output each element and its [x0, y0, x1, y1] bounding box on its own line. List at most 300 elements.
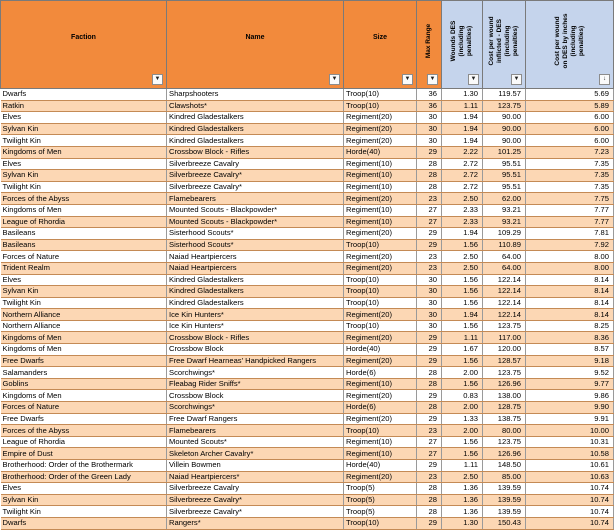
name-cell[interactable]: Silverbreeze Cavalry	[167, 483, 344, 495]
cost-per-inch-cell[interactable]: 9.52	[526, 367, 614, 379]
faction-cell[interactable]: Sylvan Kin	[1, 286, 167, 298]
cost-per-inch-cell[interactable]: 10.74	[526, 483, 614, 495]
cost-per-wound-header-line: (including	[504, 25, 511, 57]
table-row	[1, 517, 614, 529]
max-range-cell[interactable]: 30	[417, 297, 442, 309]
cost-per-wound-cell[interactable]: 109.29	[483, 228, 526, 240]
max-range-cell[interactable]: 27	[417, 204, 442, 216]
faction-cell[interactable]: Elves	[1, 483, 167, 495]
max-range-cell[interactable]: 28	[417, 483, 442, 495]
wounds-cell[interactable]: 2.50	[442, 251, 483, 263]
table-row	[1, 309, 614, 321]
wounds-filter-button[interactable]	[468, 74, 479, 85]
faction-cell[interactable]: League of Rhordia	[1, 436, 167, 448]
cost-per-inch-cell[interactable]: 5.89	[526, 100, 614, 112]
size-cell[interactable]: Regiment(10)	[344, 378, 417, 390]
cost-per-wound-cell[interactable]: 90.00	[483, 135, 526, 147]
size-cell[interactable]: Regiment(10)	[344, 216, 417, 228]
max-range-cell[interactable]: 29	[417, 390, 442, 402]
max-range-cell[interactable]: 23	[417, 251, 442, 263]
max-range-cell[interactable]: 23	[417, 262, 442, 274]
name-cell[interactable]: Flamebearers	[167, 193, 344, 205]
cost-per-wound-cell[interactable]: 123.75	[483, 436, 526, 448]
cost-per-wound-cell[interactable]: 117.00	[483, 332, 526, 344]
faction-cell[interactable]: Twilight Kin	[1, 135, 167, 147]
cost-per-inch-cell[interactable]: 7.75	[526, 193, 614, 205]
wounds-cell[interactable]: 1.67	[442, 344, 483, 356]
faction-cell[interactable]: Dwarfs	[1, 89, 167, 101]
size-cell[interactable]: Regiment(20)	[344, 123, 417, 135]
cost-per-wound-cell[interactable]: 128.75	[483, 402, 526, 414]
wounds-cell[interactable]: 2.22	[442, 146, 483, 158]
cost-per-wound-cell[interactable]: 122.14	[483, 286, 526, 298]
size-cell[interactable]: Regiment(20)	[344, 413, 417, 425]
faction-cell[interactable]: Sylvan Kin	[1, 123, 167, 135]
cost-per-wound-cell[interactable]: 122.14	[483, 297, 526, 309]
size-cell[interactable]: Regiment(20)	[344, 112, 417, 124]
wounds-cell[interactable]: 0.83	[442, 390, 483, 402]
faction-cell[interactable]: Empire of Dust	[1, 448, 167, 460]
size-cell[interactable]: Regiment(10)	[344, 181, 417, 193]
max-range-cell[interactable]: 28	[417, 170, 442, 182]
cost-per-inch-cell[interactable]: 8.25	[526, 320, 614, 332]
size-cell[interactable]: Regiment(20)	[344, 309, 417, 321]
cost-per-inch-cell[interactable]: 7.77	[526, 204, 614, 216]
cost-per-inch-cell[interactable]: 7.35	[526, 170, 614, 182]
size-cell[interactable]: Horde(40)	[344, 146, 417, 158]
cost-per-wound-cell[interactable]: 95.51	[483, 170, 526, 182]
max-range-cell[interactable]: 29	[417, 517, 442, 529]
name-cell[interactable]: Clawshots*	[167, 100, 344, 112]
dropdown-arrow-icon: ▼	[331, 76, 338, 82]
faction-cell[interactable]: Ratkin	[1, 100, 167, 112]
cost-per-wound-cell[interactable]: 85.00	[483, 471, 526, 483]
wounds-cell[interactable]: 1.56	[442, 286, 483, 298]
table-row	[1, 158, 614, 170]
max-range-cell[interactable]: 28	[417, 494, 442, 506]
faction-cell[interactable]: Twilight Kin	[1, 181, 167, 193]
name-cell[interactable]: Sharpshooters	[167, 89, 344, 101]
cost-per-inch-cell[interactable]: 9.91	[526, 413, 614, 425]
size-header	[344, 1, 417, 89]
name-header	[167, 1, 344, 89]
cost-per-inch-cell[interactable]: 9.18	[526, 355, 614, 367]
max-range-cell[interactable]: 27	[417, 216, 442, 228]
cost-per-inch-cell[interactable]: 7.23	[526, 146, 614, 158]
cost-per-inch-cell[interactable]: 7.77	[526, 216, 614, 228]
name-cell[interactable]: Kindred Gladestalkers	[167, 274, 344, 286]
cost-per-wound-cell[interactable]: 123.75	[483, 367, 526, 379]
cost-per-inch-cell[interactable]: 10.74	[526, 494, 614, 506]
faction-cell[interactable]: Basileans	[1, 239, 167, 251]
wounds-cell[interactable]: 1.36	[442, 483, 483, 495]
cost-per-inch-header-line: Cost per wound	[553, 16, 561, 66]
cost-per-inch-cell[interactable]: 10.31	[526, 436, 614, 448]
size-cell[interactable]: Regiment(10)	[344, 170, 417, 182]
table-body	[1, 89, 614, 530]
faction-cell[interactable]: Forces of Nature	[1, 251, 167, 263]
max-range-filter-button[interactable]	[427, 74, 438, 85]
faction-cell[interactable]: Brotherhood: Order of the Brothermark	[1, 460, 167, 472]
size-cell[interactable]: Horde(40)	[344, 460, 417, 472]
faction-cell[interactable]: Forces of Nature	[1, 402, 167, 414]
faction-cell[interactable]: Salamanders	[1, 367, 167, 379]
wounds-cell[interactable]: 1.36	[442, 494, 483, 506]
name-cell[interactable]: Kindred Gladestalkers	[167, 123, 344, 135]
name-cell[interactable]: Kindred Gladestalkers	[167, 286, 344, 298]
cost-per-wound-cell[interactable]: 122.14	[483, 274, 526, 286]
cost-per-inch-cell[interactable]: 6.00	[526, 112, 614, 124]
table-row	[1, 123, 614, 135]
cost-per-wound-cell[interactable]: 95.51	[483, 181, 526, 193]
size-cell[interactable]: Regiment(20)	[344, 193, 417, 205]
name-cell[interactable]: Silverbreeze Cavalry*	[167, 506, 344, 518]
wounds-cell[interactable]: 2.72	[442, 158, 483, 170]
size-cell[interactable]: Regiment(20)	[344, 390, 417, 402]
max-range-cell[interactable]: 28	[417, 181, 442, 193]
name-cell[interactable]: Ice Kin Hunters*	[167, 320, 344, 332]
name-filter-button[interactable]	[329, 74, 340, 85]
cost-per-inch-cell[interactable]: 9.90	[526, 402, 614, 414]
table-row	[1, 112, 614, 124]
faction-cell[interactable]: Kingdoms of Men	[1, 204, 167, 216]
size-cell[interactable]: Troop(10)	[344, 100, 417, 112]
cost-per-inch-cell[interactable]: 10.61	[526, 460, 614, 472]
max-range-cell[interactable]: 36	[417, 100, 442, 112]
cost-per-inch-cell[interactable]: 8.36	[526, 332, 614, 344]
name-cell[interactable]: Naiad Heartpiercers*	[167, 471, 344, 483]
faction-cell[interactable]: Twilight Kin	[1, 506, 167, 518]
name-cell[interactable]: Naiad Heartpiercers	[167, 262, 344, 274]
name-cell[interactable]: Scorchwings*	[167, 367, 344, 379]
max-range-cell[interactable]: 30	[417, 286, 442, 298]
faction-cell[interactable]: Twilight Kin	[1, 297, 167, 309]
max-range-cell[interactable]: 29	[417, 332, 442, 344]
size-cell[interactable]: Regiment(10)	[344, 158, 417, 170]
name-cell[interactable]: Rangers*	[167, 517, 344, 529]
faction-cell[interactable]: Forces of the Abyss	[1, 425, 167, 437]
name-cell[interactable]: Mounted Scouts - Blackpowder*	[167, 204, 344, 216]
size-cell[interactable]: Horde(6)	[344, 402, 417, 414]
cost-per-wound-cell[interactable]: 64.00	[483, 251, 526, 263]
faction-cell[interactable]: Free Dwarfs	[1, 413, 167, 425]
table-row	[1, 494, 614, 506]
cost-per-inch-cell[interactable]: 8.57	[526, 344, 614, 356]
cost-per-inch-cell[interactable]: 7.35	[526, 181, 614, 193]
cost-per-wound-cell[interactable]: 119.57	[483, 89, 526, 101]
table-row	[1, 181, 614, 193]
wounds-cell[interactable]: 2.00	[442, 367, 483, 379]
table-row	[1, 146, 614, 158]
table-row	[1, 448, 614, 460]
cost-per-inch-cell[interactable]: 5.69	[526, 89, 614, 101]
cost-per-wound-cell[interactable]: 93.21	[483, 204, 526, 216]
name-cell[interactable]: Mounted Scouts*	[167, 436, 344, 448]
max-range-cell[interactable]: 30	[417, 123, 442, 135]
cost-per-wound-cell[interactable]: 62.00	[483, 193, 526, 205]
cost-per-inch-header-line: (including	[569, 25, 577, 57]
faction-cell[interactable]: Northern Alliance	[1, 320, 167, 332]
cost-per-wound-cell[interactable]: 123.75	[483, 320, 526, 332]
size-cell[interactable]: Troop(10)	[344, 286, 417, 298]
name-cell[interactable]: Sisterhood Scouts*	[167, 239, 344, 251]
cost-per-inch-cell[interactable]: 6.00	[526, 135, 614, 147]
max-range-cell[interactable]: 30	[417, 320, 442, 332]
wounds-cell[interactable]: 1.94	[442, 135, 483, 147]
max-range-cell[interactable]: 30	[417, 309, 442, 321]
cost-per-wound-cell[interactable]: 126.96	[483, 378, 526, 390]
table-row	[1, 228, 614, 240]
max-range-cell[interactable]: 28	[417, 402, 442, 414]
wounds-cell[interactable]: 1.94	[442, 228, 483, 240]
cost-per-wound-cell[interactable]: 93.21	[483, 216, 526, 228]
max-range-cell[interactable]: 29	[417, 146, 442, 158]
size-filter-button[interactable]	[402, 74, 413, 85]
max-range-cell[interactable]: 29	[417, 355, 442, 367]
wounds-cell[interactable]: 1.11	[442, 332, 483, 344]
name-cell[interactable]: Silverbreeze Cavalry*	[167, 494, 344, 506]
cost-per-inch-cell[interactable]: 8.14	[526, 309, 614, 321]
name-cell[interactable]: Crossbow Block	[167, 390, 344, 402]
cost-per-wound-cell[interactable]: 128.57	[483, 355, 526, 367]
wounds-cell[interactable]: 1.11	[442, 100, 483, 112]
wounds-cell[interactable]: 1.56	[442, 297, 483, 309]
faction-cell[interactable]: Northern Alliance	[1, 309, 167, 321]
cost-per-inch-cell[interactable]: 7.81	[526, 228, 614, 240]
wounds-cell[interactable]: 2.00	[442, 425, 483, 437]
max-range-cell[interactable]: 30	[417, 274, 442, 286]
faction-cell[interactable]: Sylvan Kin	[1, 170, 167, 182]
wounds-cell[interactable]: 2.50	[442, 471, 483, 483]
size-cell[interactable]: Troop(10)	[344, 89, 417, 101]
cost-per-wound-cell[interactable]: 120.00	[483, 344, 526, 356]
size-cell[interactable]: Troop(10)	[344, 274, 417, 286]
table-row	[1, 390, 614, 402]
size-cell[interactable]: Regiment(20)	[344, 471, 417, 483]
wounds-cell[interactable]: 2.33	[442, 204, 483, 216]
size-cell[interactable]: Regiment(20)	[344, 135, 417, 147]
wounds-cell[interactable]: 1.11	[442, 460, 483, 472]
faction-cell[interactable]: Kingdoms of Men	[1, 146, 167, 158]
wounds-cell[interactable]: 2.50	[442, 262, 483, 274]
max-range-cell[interactable]: 28	[417, 506, 442, 518]
cost-per-inch-cell[interactable]: 6.00	[526, 123, 614, 135]
name-cell[interactable]: Fleabag Rider Sniffs*	[167, 378, 344, 390]
wounds-cell[interactable]: 2.50	[442, 193, 483, 205]
size-cell[interactable]: Troop(5)	[344, 483, 417, 495]
faction-cell[interactable]: League of Rhordia	[1, 216, 167, 228]
faction-cell[interactable]: Kingdoms of Men	[1, 344, 167, 356]
size-cell[interactable]: Horde(40)	[344, 344, 417, 356]
size-cell[interactable]: Regiment(10)	[344, 436, 417, 448]
table-row	[1, 436, 614, 448]
size-cell[interactable]: Troop(10)	[344, 517, 417, 529]
max-range-cell[interactable]: 30	[417, 135, 442, 147]
dropdown-arrow-icon: ▼	[429, 76, 436, 82]
name-cell[interactable]: Crossbow Block - Rifles	[167, 146, 344, 158]
cost-per-inch-cell[interactable]: 8.14	[526, 297, 614, 309]
wounds-cell[interactable]: 1.56	[442, 274, 483, 286]
faction-cell[interactable]: Forces of the Abyss	[1, 193, 167, 205]
wounds-cell[interactable]: 1.36	[442, 506, 483, 518]
name-cell[interactable]: Free Dwarf Rangers	[167, 413, 344, 425]
name-cell[interactable]: Scorchwings*	[167, 402, 344, 414]
max-range-cell[interactable]: 29	[417, 239, 442, 251]
cost-per-wound-cell[interactable]: 148.50	[483, 460, 526, 472]
cost-per-inch-cell[interactable]: 8.00	[526, 251, 614, 263]
faction-cell[interactable]: Elves	[1, 112, 167, 124]
size-cell[interactable]: Troop(5)	[344, 506, 417, 518]
cost-per-wound-cell[interactable]: 95.51	[483, 158, 526, 170]
max-range-cell[interactable]: 23	[417, 471, 442, 483]
cost-per-inch-cell[interactable]: 10.58	[526, 448, 614, 460]
wounds-cell[interactable]: 1.94	[442, 123, 483, 135]
cost-per-wound-cell[interactable]: 80.00	[483, 425, 526, 437]
wounds-cell[interactable]: 1.33	[442, 413, 483, 425]
wounds-header-line: (including	[458, 25, 465, 57]
cost-per-inch-cell[interactable]: 7.35	[526, 158, 614, 170]
faction-cell[interactable]: Kingdoms of Men	[1, 390, 167, 402]
cost-per-wound-cell[interactable]: 138.75	[483, 413, 526, 425]
cost-per-wound-cell[interactable]: 126.96	[483, 448, 526, 460]
size-cell[interactable]: Troop(5)	[344, 494, 417, 506]
size-cell[interactable]: Regiment(20)	[344, 251, 417, 263]
name-cell[interactable]: Naiad Heartpiercers	[167, 251, 344, 263]
size-cell[interactable]: Regiment(20)	[344, 228, 417, 240]
size-cell[interactable]: Regiment(20)	[344, 355, 417, 367]
max-range-cell[interactable]: 29	[417, 413, 442, 425]
cost-per-inch-cell[interactable]: 10.63	[526, 471, 614, 483]
max-range-cell[interactable]: 29	[417, 228, 442, 240]
name-cell[interactable]: Flamebearers	[167, 425, 344, 437]
wounds-cell[interactable]: 1.56	[442, 448, 483, 460]
name-cell[interactable]: Ice Kin Hunters*	[167, 309, 344, 321]
name-cell[interactable]: Villein Bowmen	[167, 460, 344, 472]
faction-cell[interactable]: Sylvan Kin	[1, 494, 167, 506]
cost-per-wound-filter-button[interactable]	[511, 74, 522, 85]
cost-per-inch-cell[interactable]: 9.86	[526, 390, 614, 402]
wounds-cell[interactable]: 1.56	[442, 239, 483, 251]
faction-cell[interactable]: Elves	[1, 158, 167, 170]
cost-per-inch-cell[interactable]: 8.14	[526, 274, 614, 286]
name-cell[interactable]: Mounted Scouts - Blackpowder*	[167, 216, 344, 228]
size-cell[interactable]: Troop(10)	[344, 425, 417, 437]
max-range-cell[interactable]: 29	[417, 460, 442, 472]
name-cell[interactable]: Free Dwarf Hearneas' Handpicked Rangers	[167, 355, 344, 367]
max-range-cell[interactable]: 36	[417, 89, 442, 101]
max-range-cell[interactable]: 23	[417, 193, 442, 205]
dropdown-arrow-icon: ▼	[513, 76, 520, 82]
cost-per-wound-cell[interactable]: 123.75	[483, 100, 526, 112]
name-cell[interactable]: Sisterhood Scouts*	[167, 228, 344, 240]
cost-per-inch-cell[interactable]: 10.74	[526, 517, 614, 529]
cost-per-wound-cell[interactable]: 139.59	[483, 483, 526, 495]
faction-cell[interactable]: Trident Realm	[1, 262, 167, 274]
name-cell[interactable]: Silverbreeze Cavalry*	[167, 170, 344, 182]
name-cell[interactable]: Crossbow Block	[167, 344, 344, 356]
size-cell[interactable]: Troop(10)	[344, 239, 417, 251]
wounds-cell[interactable]: 1.30	[442, 517, 483, 529]
max-range-cell[interactable]: 29	[417, 344, 442, 356]
table-row	[1, 100, 614, 112]
wounds-cell[interactable]: 2.72	[442, 181, 483, 193]
table-row	[1, 320, 614, 332]
wounds-cell[interactable]: 2.33	[442, 216, 483, 228]
faction-cell[interactable]: Goblins	[1, 378, 167, 390]
size-cell[interactable]: Regiment(10)	[344, 448, 417, 460]
faction-header-label: Faction	[71, 34, 96, 41]
faction-filter-button[interactable]	[152, 74, 163, 85]
cost-per-wound-cell[interactable]: 64.00	[483, 262, 526, 274]
faction-cell[interactable]: Basileans	[1, 228, 167, 240]
max-range-cell[interactable]: 28	[417, 367, 442, 379]
wounds-cell[interactable]: 1.56	[442, 355, 483, 367]
wounds-cell[interactable]: 1.56	[442, 320, 483, 332]
cost-per-inch-sort-filter-button[interactable]	[599, 74, 610, 85]
size-cell[interactable]: Regiment(20)	[344, 332, 417, 344]
cost-per-inch-cell[interactable]: 7.92	[526, 239, 614, 251]
faction-cell[interactable]: Kingdoms of Men	[1, 332, 167, 344]
name-cell[interactable]: Kindred Gladestalkers	[167, 297, 344, 309]
cost-per-inch-cell[interactable]: 8.14	[526, 286, 614, 298]
name-cell[interactable]: Silverbreeze Cavalry*	[167, 181, 344, 193]
wounds-cell[interactable]: 1.94	[442, 309, 483, 321]
faction-cell[interactable]: Brotherhood: Order of the Green Lady	[1, 471, 167, 483]
faction-cell[interactable]: Dwarfs	[1, 517, 167, 529]
cost-per-wound-cell[interactable]: 139.59	[483, 494, 526, 506]
max-range-cell[interactable]: 27	[417, 436, 442, 448]
cost-per-wound-cell[interactable]: 150.43	[483, 517, 526, 529]
max-range-cell[interactable]: 23	[417, 425, 442, 437]
cost-per-wound-cell[interactable]: 138.00	[483, 390, 526, 402]
wounds-cell[interactable]: 2.00	[442, 402, 483, 414]
cost-per-wound-cell[interactable]: 90.00	[483, 123, 526, 135]
name-cell[interactable]: Kindred Gladestalkers	[167, 112, 344, 124]
cost-per-wound-cell[interactable]: 101.25	[483, 146, 526, 158]
faction-cell[interactable]: Free Dwarfs	[1, 355, 167, 367]
name-cell[interactable]: Silverbreeze Cavalry	[167, 158, 344, 170]
wounds-header-line: penalties)	[466, 25, 473, 57]
cost-per-wound-cell[interactable]: 90.00	[483, 112, 526, 124]
cost-per-inch-cell[interactable]: 8.00	[526, 262, 614, 274]
size-cell[interactable]: Troop(10)	[344, 297, 417, 309]
max-range-cell[interactable]: 27	[417, 448, 442, 460]
size-cell[interactable]: Horde(6)	[344, 367, 417, 379]
size-cell[interactable]: Regiment(20)	[344, 262, 417, 274]
name-cell[interactable]: Crossbow Block - Rifles	[167, 332, 344, 344]
cost-per-inch-cell[interactable]: 10.00	[526, 425, 614, 437]
table-row	[1, 425, 614, 437]
cost-per-inch-cell[interactable]: 10.74	[526, 506, 614, 518]
cost-per-wound-cell[interactable]: 110.89	[483, 239, 526, 251]
wounds-cell[interactable]: 1.30	[442, 89, 483, 101]
wounds-cell[interactable]: 1.56	[442, 378, 483, 390]
wounds-cell[interactable]: 1.94	[442, 112, 483, 124]
name-cell[interactable]: Kindred Gladestalkers	[167, 135, 344, 147]
wounds-cell[interactable]: 2.72	[442, 170, 483, 182]
wounds-cell[interactable]: 1.56	[442, 436, 483, 448]
max-range-cell[interactable]: 28	[417, 378, 442, 390]
cost-per-wound-cell[interactable]: 139.59	[483, 506, 526, 518]
size-cell[interactable]: Regiment(10)	[344, 204, 417, 216]
faction-cell[interactable]: Elves	[1, 274, 167, 286]
size-cell[interactable]: Troop(10)	[344, 320, 417, 332]
cost-per-inch-cell[interactable]: 9.77	[526, 378, 614, 390]
max-range-cell[interactable]: 28	[417, 158, 442, 170]
name-cell[interactable]: Skeleton Archer Cavalry*	[167, 448, 344, 460]
max-range-cell[interactable]: 30	[417, 112, 442, 124]
cost-per-wound-cell[interactable]: 122.14	[483, 309, 526, 321]
